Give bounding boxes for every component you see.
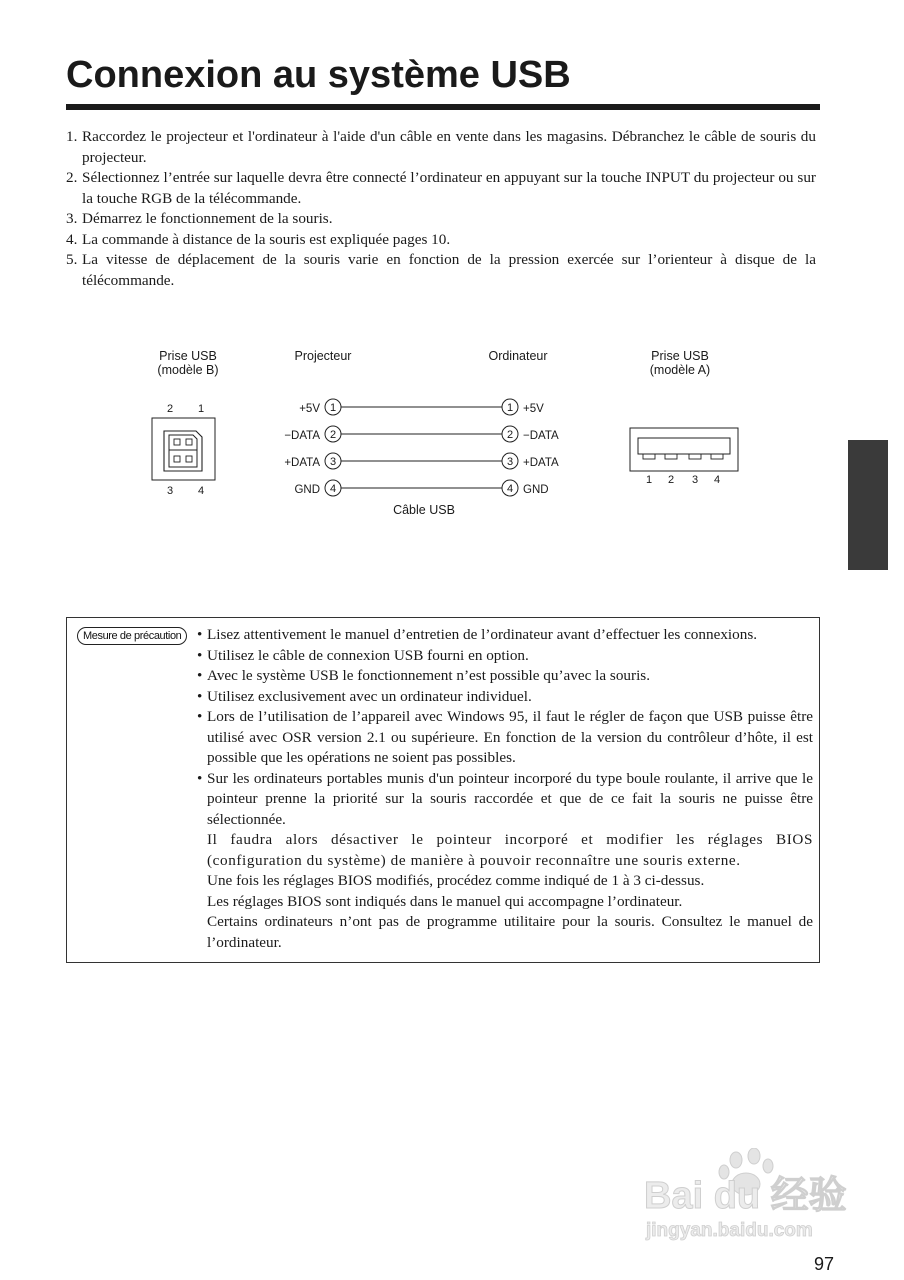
signal-line-3 [284, 453, 559, 469]
step-item [66, 209, 816, 230]
signal-line-2 [284, 426, 559, 442]
bullet: • [197, 687, 203, 705]
step-text: Raccordez le projecteur et l'ordinateur à l'aide d'un câble en vente dans les magasins. Débranchez le câble de souris du projecteur. [82, 128, 816, 166]
caution-text: Avec le système USB le fonctionnement n’est possible qu’avec la souris. [207, 667, 651, 684]
bullet: • [197, 667, 203, 684]
signal-name-right: −DATA [523, 430, 559, 442]
caution-paragraph [197, 892, 813, 913]
signal-name-right: +5V [523, 403, 544, 415]
caution-text: Lisez attentivement le manuel d’entretien de l’ordinateur avant d’effectuer les connexions. [207, 626, 758, 643]
signal-name-left: +5V [299, 403, 320, 415]
step-text: La vitesse de déplacement de la souris varie en fonction de la pression exercée sur l’orienteur à disque de la télécommande. [82, 251, 816, 289]
signal-line-1 [299, 399, 544, 415]
bullet: • [197, 646, 203, 664]
left-plug-title: Prise USB [159, 349, 217, 363]
step-number: 1. [66, 128, 78, 145]
pin-label: 2 [166, 403, 174, 415]
pin-label: 3 [691, 474, 699, 486]
right-plug-title: Prise USB [651, 349, 709, 363]
watermark-logo [644, 1148, 854, 1248]
step-number: 2. [66, 169, 78, 186]
steps-list [66, 127, 816, 291]
title-rule [66, 104, 820, 110]
step-text: Démarrez le fonctionnement de la souris. [82, 210, 333, 227]
pin-number: 2 [329, 429, 337, 441]
step-item [66, 127, 816, 168]
pin-number: 3 [506, 456, 514, 468]
caution-text: Utilisez exclusivement avec un ordinateur individuel. [207, 687, 532, 705]
caution-badge: Mesure de précaution [77, 627, 187, 645]
pin-number: 4 [329, 483, 337, 495]
step-item [66, 230, 816, 251]
pin-label: 4 [713, 474, 721, 486]
caution-text: Lors de l’utilisation de l’appareil avec Windows 95, il faut le régler de façon que USB puisse être utilisé avec OSR version 2.1 ou supérieure. En fonction de la version du contrôleur d’hôte, il est possible que les opérations ne soient pas possibles. [207, 708, 813, 766]
pin-label: 3 [166, 485, 174, 497]
signal-name-right: GND [523, 484, 549, 496]
cable-label: Câble USB [393, 503, 455, 517]
caution-item [197, 646, 813, 667]
caution-paragraph [197, 830, 813, 871]
pin-number: 3 [329, 456, 337, 468]
caution-text: Sur les ordinateurs portables munis d'un pointeur incorporé du type boule roulante, il arrive que le pointeur prenne la priorité sur la souris raccordée et que de ce fait la souris ne puisse être sélectionnée. [207, 769, 813, 828]
watermark-url: jingyan.baidu.com [646, 1220, 813, 1241]
step-number: 4. [66, 230, 78, 248]
caution-item [197, 687, 813, 708]
caution-item [197, 707, 813, 769]
step-text: Sélectionnez l’entrée sur laquelle devra être connecté l’ordinateur en appuyant sur la touche INPUT du projecteur ou sur la touche RGB de la télécommande. [82, 169, 816, 207]
section-tab [848, 440, 888, 570]
signal-name-left: −DATA [284, 430, 320, 442]
pin-number: 2 [506, 429, 514, 441]
step-item [66, 250, 816, 291]
caution-text: Certains ordinateurs n’ont pas de programme utilitaire pour la souris. Consultez le manuel de l’ordinateur. [207, 913, 813, 951]
caution-item [197, 769, 813, 831]
signal-name-left: +DATA [284, 457, 320, 469]
caution-text: Une fois les réglages BIOS modifiés, procédez comme indiqué de 1 à 3 ci-dessus. [207, 872, 705, 889]
pin-number: 1 [506, 402, 514, 414]
right-plug-model: (modèle A) [649, 363, 711, 377]
page-number: 97 [814, 1254, 835, 1274]
usb-wiring-diagram [0, 330, 904, 530]
usb-type-b-connector [152, 403, 215, 497]
bullet: • [197, 769, 203, 787]
computer-label: Ordinateur [488, 349, 548, 363]
page-title: Connexion au système USB [66, 54, 571, 96]
watermark-brand: Bai du 经验 [644, 1175, 847, 1217]
caution-text: Il faudra alors désactiver le pointeur incorporé et modifier les réglages BIOS (configuration du système) de manière à pouvoir reconnaître une souris externe. [207, 831, 813, 869]
caution-paragraph [197, 871, 813, 892]
caution-text: Les réglages BIOS sont indiqués dans le manuel qui accompagne l’ordinateur. [207, 892, 683, 910]
left-plug-model: (modèle B) [157, 363, 219, 377]
caution-item [197, 625, 813, 646]
signal-line-4 [294, 480, 548, 496]
caution-list [197, 625, 813, 953]
caution-paragraph [197, 912, 813, 953]
bullet: • [197, 708, 203, 725]
bullet: • [197, 626, 203, 643]
pin-number: 4 [506, 483, 514, 495]
usb-cable [284, 399, 559, 517]
pin-label: 1 [197, 403, 205, 415]
pin-number: 1 [329, 402, 337, 414]
signal-name-left: GND [294, 484, 320, 496]
projector-label: Projecteur [294, 349, 352, 363]
caution-text: Utilisez le câble de connexion USB fourni en option. [207, 646, 529, 664]
step-text: La commande à distance de la souris est expliquée pages 10. [82, 230, 451, 248]
step-item [66, 168, 816, 209]
step-number: 5. [66, 251, 78, 268]
pin-label: 4 [197, 485, 205, 497]
pin-label: 2 [667, 474, 675, 486]
usb-type-a-connector [630, 428, 738, 486]
pin-label: 1 [645, 474, 653, 486]
signal-name-right: +DATA [523, 457, 559, 469]
caution-item [197, 666, 813, 687]
caution-box [66, 617, 820, 963]
step-number: 3. [66, 210, 78, 227]
